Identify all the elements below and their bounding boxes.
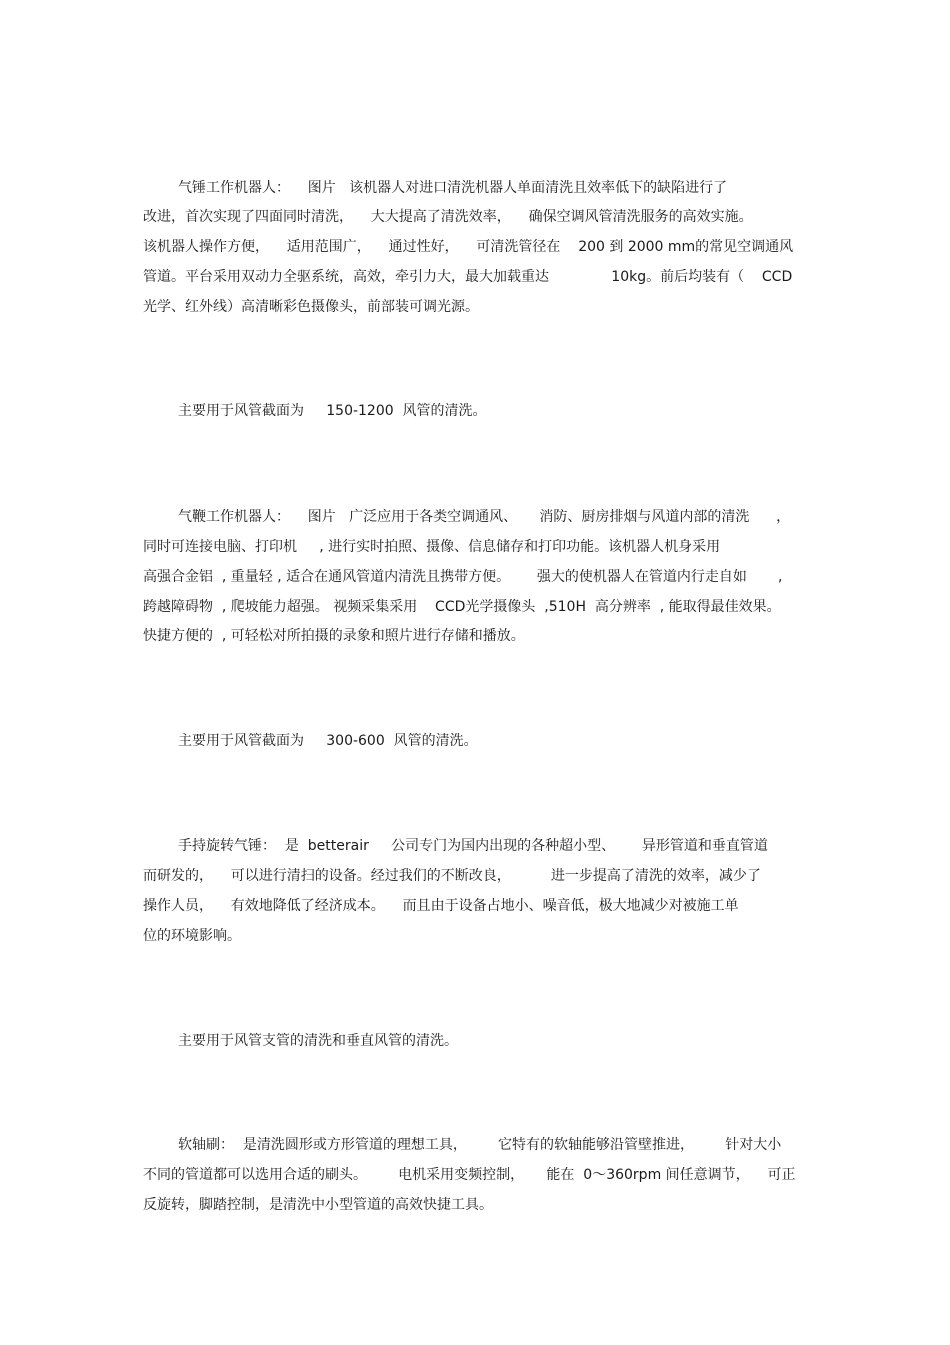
text-line: 不同的管道都可以选用合适的刷头。 电机采用变频控制， 能在 0～360rpm 间任意调节， 可正 bbox=[143, 1167, 796, 1183]
text-line: 而研发的， 可以进行清扫的设备。经过我们的不断改良， 进一步提高了清洗的效率，减少了 bbox=[143, 868, 761, 884]
text-line: 位的环境影响。 bbox=[143, 928, 241, 944]
text-line: 跨越障碍物 , 爬坡能力超强。 视频采集采用 CCD光学摄像头 ,510H 高分辨率 , 能取得最佳效果。 bbox=[143, 599, 781, 615]
text-line: 同时可连接电脑、打印机 , 进行实时拍照、摄像、信息储存和打印功能。该机器人机身采用 bbox=[143, 539, 721, 555]
text-line: 软轴刷： 是清洗圆形或方形管道的理想工具， 它特有的软轴能够沿管壁推进， 针对大小 bbox=[178, 1137, 782, 1153]
text-line: 高强合金铝 , 重量轻 , 适合在通风管道内清洗且携带方便。 强大的使机器人在管道内行走自如 , bbox=[143, 569, 783, 585]
text-line: 反旋转，脚踏控制，是清洗中小型管道的高效快捷工具。 bbox=[143, 1197, 493, 1213]
text-line: 操作人员， 有效地降低了经济成本。 而且由于设备占地小、噪音低，极大地减少对被施工单 bbox=[143, 898, 739, 914]
text-line: 主要用于风管截面为 300-600 风管的清洗。 bbox=[178, 733, 478, 749]
text-line: 管道。平台采用双动力全驱系统，高效，牵引力大，最大加载重达 10kg。前后均装有（ CCD bbox=[143, 269, 793, 285]
text-line: 气锤工作机器人： 图片 该机器人对进口清洗机器人单面清洗且效率低下的缺陷进行了 bbox=[178, 180, 728, 196]
text-line: 光学、红外线）高清晰彩色摄像头，前部装可调光源。 bbox=[143, 299, 479, 315]
text-line: 手持旋转气锤： 是 betterair 公司专门为国内出现的各种超小型、 异形管道和垂直管道 bbox=[178, 838, 768, 854]
text-line: 主要用于风管截面为 150-1200 风管的清洗。 bbox=[178, 403, 487, 419]
text-line: 快捷方便的 , 可轻松对所拍摄的录象和照片进行存储和播放。 bbox=[143, 628, 525, 644]
text-line: 气鞭工作机器人： 图片 广泛应用于各类空调通风、 消防、厨房排烟与风道内部的清洗 ， bbox=[178, 509, 791, 525]
text-line: 主要用于风管支管的清洗和垂直风管的清洗。 bbox=[178, 1033, 458, 1049]
text-line: 改进，首次实现了四面同时清洗， 大大提高了清洗效率， 确保空调风管清洗服务的高效实施。 bbox=[143, 209, 753, 225]
text-line: 该机器人操作方便， 适用范围广， 通过性好， 可清洗管径在 200 到 2000 mm的常见空调通风 bbox=[143, 239, 794, 255]
